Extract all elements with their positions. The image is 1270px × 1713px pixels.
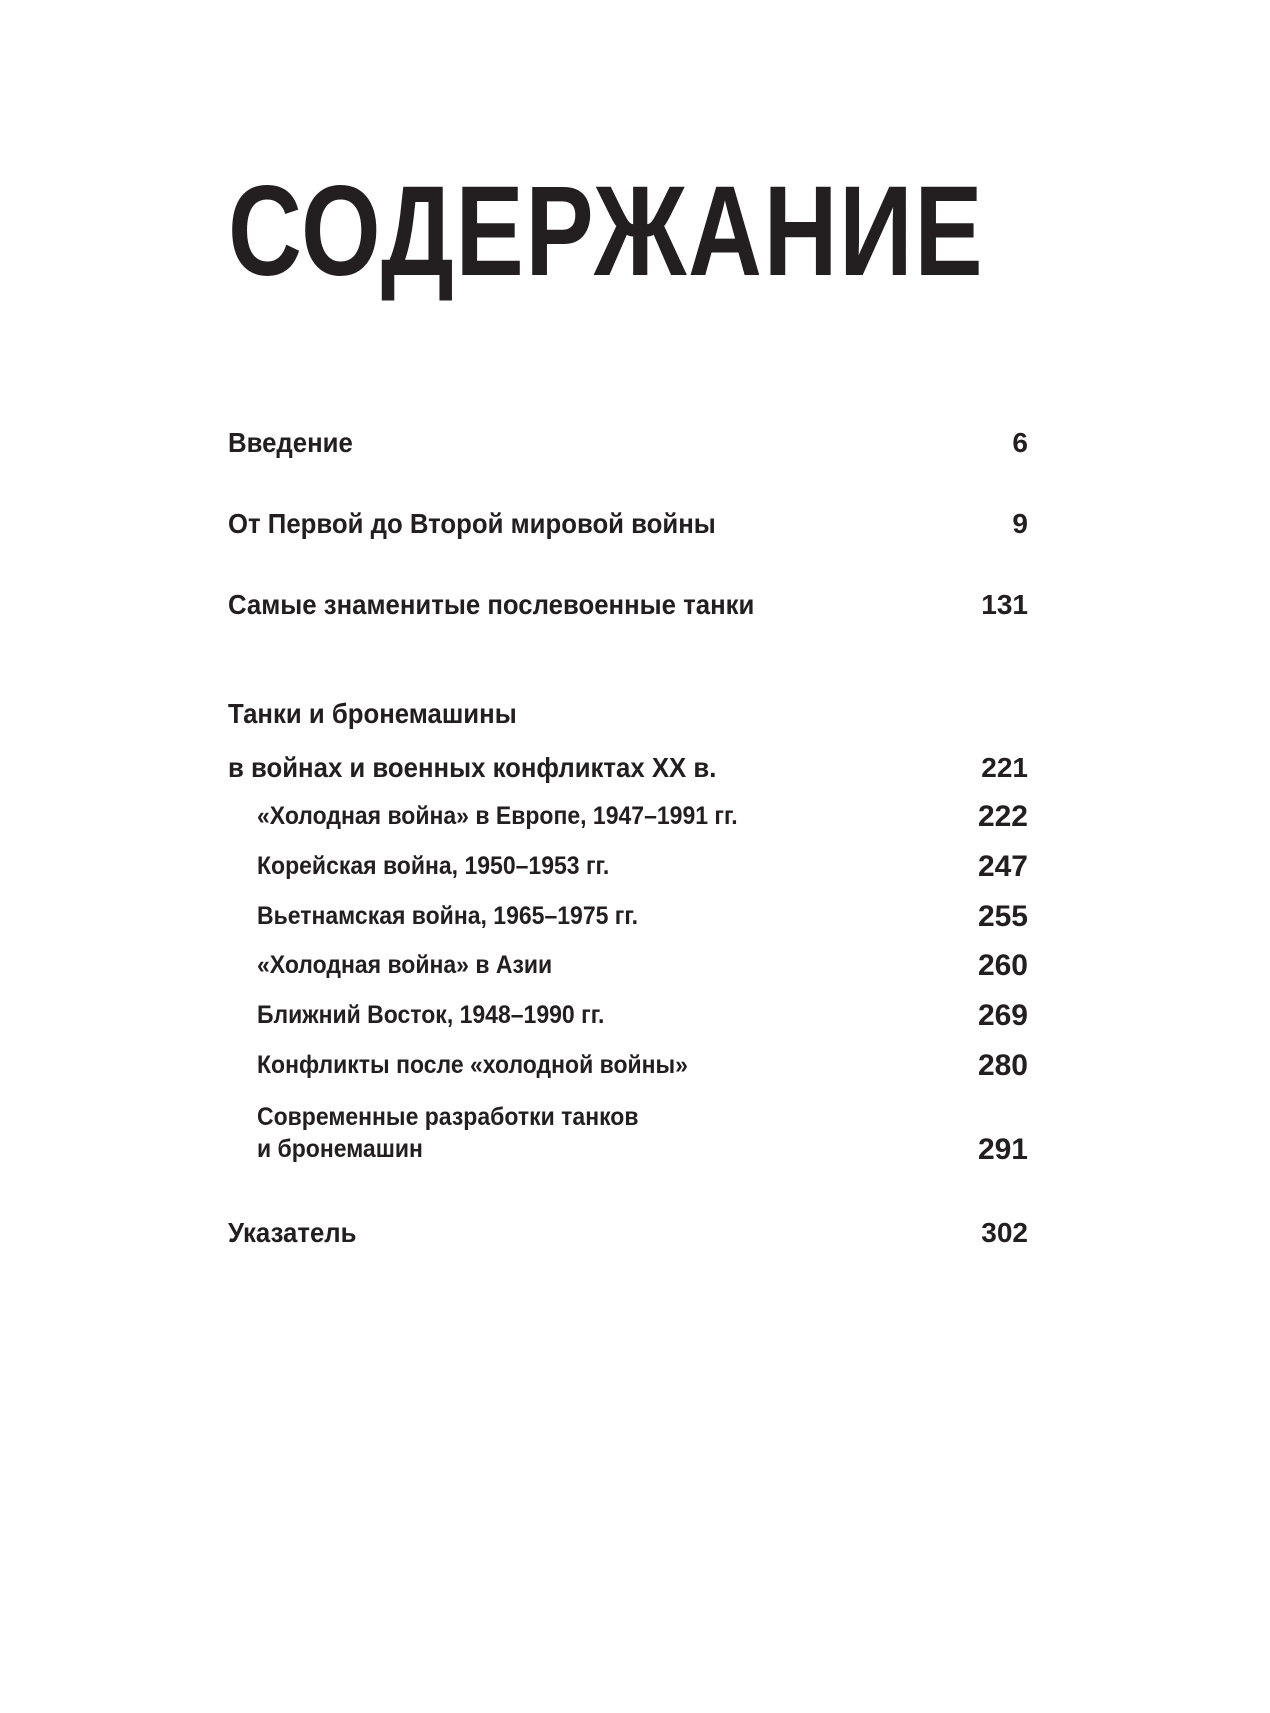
page-title: СОДЕРЖАНИЕ <box>228 160 985 303</box>
toc-entry-label: в войнах и военных конфликтах XX в. <box>228 752 717 783</box>
toc-subentry-label: «Холодная война» в Европе, 1947–1991 гг. <box>257 802 738 830</box>
toc-subentry-label: и бронемашин <box>257 1135 423 1163</box>
toc-subentry-line1[interactable] <box>257 1102 1028 1133</box>
toc-entry-line1[interactable] <box>228 697 1028 731</box>
toc-entry-label: От Первой до Второй мировой войны <box>228 508 716 539</box>
toc-page-number: 221 <box>981 752 1028 783</box>
toc-subentry-label: Корейская война, 1950–1953 гг. <box>257 852 610 880</box>
toc-page-number: 247 <box>977 850 1028 883</box>
toc-entry[interactable] <box>228 588 1028 622</box>
toc-subentry[interactable] <box>257 801 1028 832</box>
toc-subentry-label: Вьетнамская война, 1965–1975 гг. <box>257 902 639 930</box>
toc-page-number: 222 <box>977 800 1028 833</box>
toc-entry-label: Танки и бронемашины <box>228 698 517 729</box>
toc-subentry[interactable] <box>257 950 1028 981</box>
toc-entry[interactable] <box>228 507 1028 541</box>
toc-entry-label: Введение <box>228 427 353 458</box>
toc-subentry-label: Конфликты после «холодной войны» <box>257 1051 688 1079</box>
toc-subentry[interactable] <box>257 901 1028 932</box>
toc-page-number: 6 <box>1012 427 1028 458</box>
toc-page-number: 131 <box>981 589 1028 620</box>
toc-page-number: 255 <box>977 900 1028 933</box>
toc-page-number: 291 <box>977 1133 1028 1166</box>
toc-subentry[interactable] <box>257 1000 1028 1031</box>
toc-entry[interactable] <box>228 426 1028 460</box>
toc-subentry-label: «Холодная война» в Азии <box>257 951 553 979</box>
toc-page-number: 302 <box>981 1217 1028 1248</box>
toc-entry-label: Самые знаменитые послевоенные танки <box>228 589 755 620</box>
toc-subentry[interactable] <box>257 1050 1028 1081</box>
toc-page-number: 9 <box>1012 508 1028 539</box>
toc-subentry-label: Современные разработки танков <box>257 1103 639 1131</box>
toc-subentry[interactable] <box>257 1134 1028 1165</box>
toc-subentry[interactable] <box>257 851 1028 882</box>
toc-entry[interactable] <box>228 1216 1028 1250</box>
toc-page-number: 280 <box>977 1049 1028 1082</box>
toc-page-number: 260 <box>977 949 1028 982</box>
toc-subentry-label: Ближний Восток, 1948–1990 гг. <box>257 1001 605 1029</box>
toc-entry-label: Указатель <box>228 1217 357 1248</box>
toc-page-number: 269 <box>977 999 1028 1032</box>
toc-entry[interactable] <box>228 751 1028 785</box>
